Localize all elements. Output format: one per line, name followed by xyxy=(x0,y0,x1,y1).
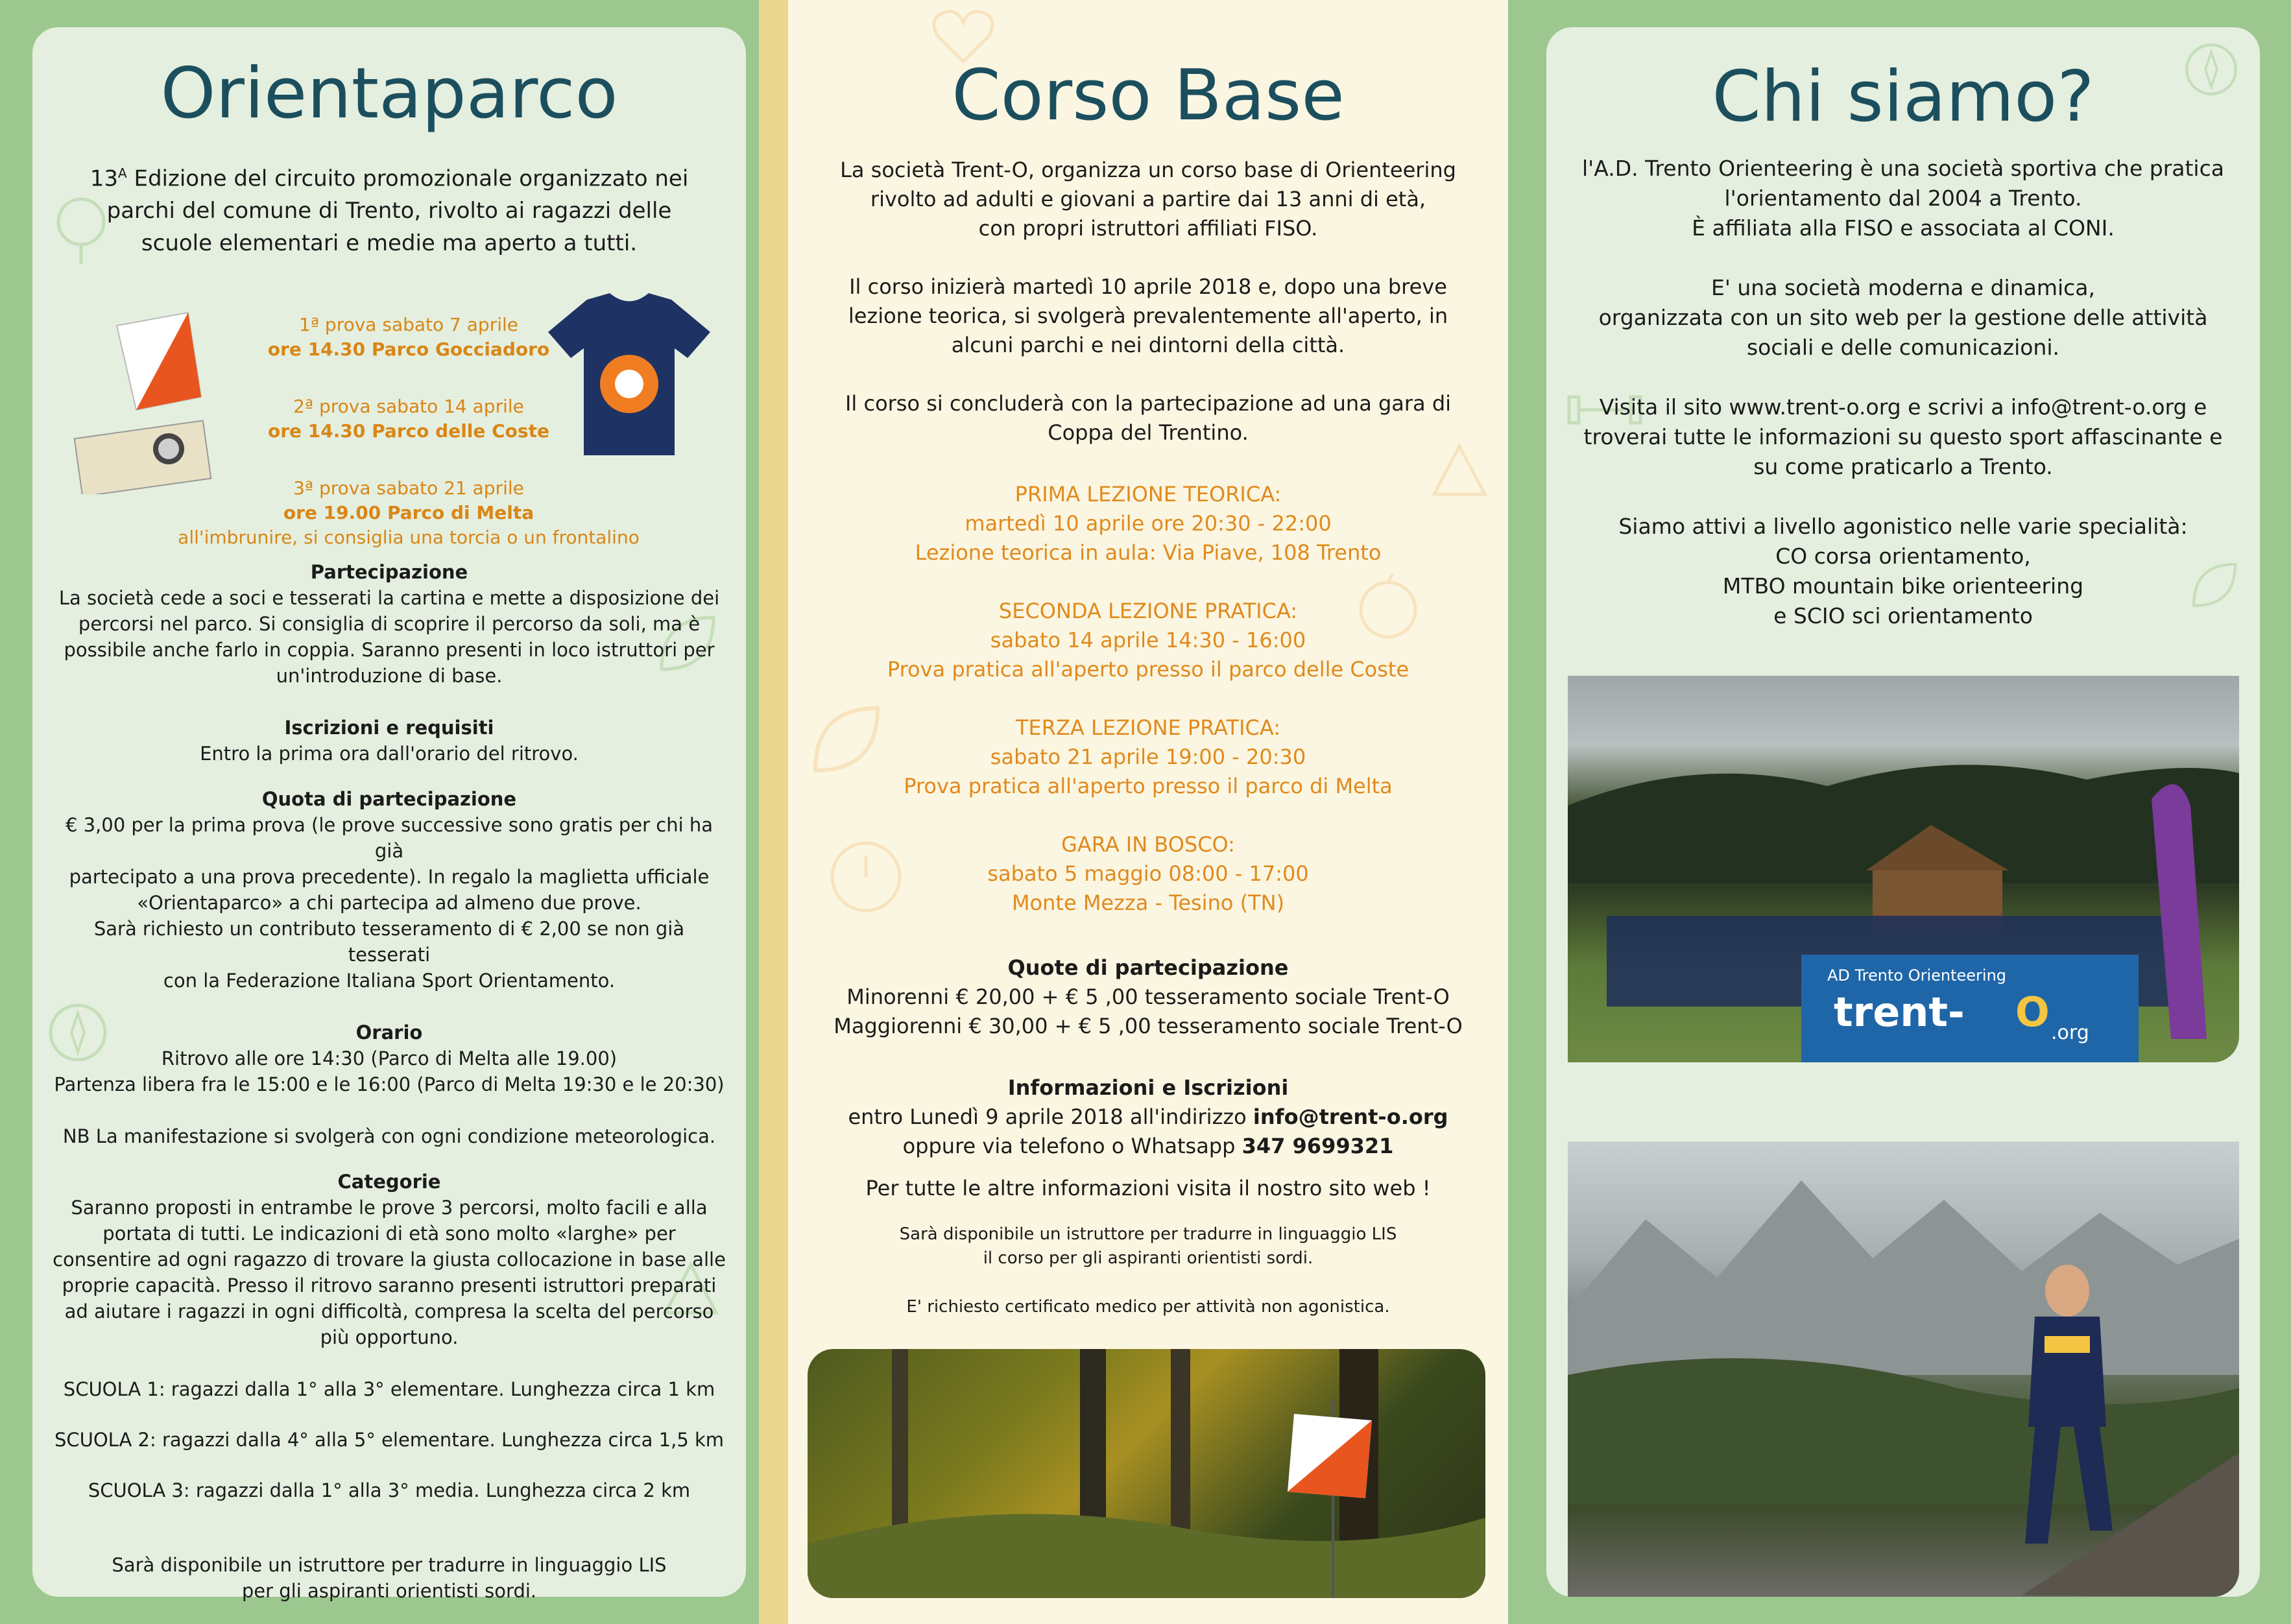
info-heading: Informazioni e Iscrizioni xyxy=(1007,1075,1289,1100)
body-line: ad aiutare i ragazzi in ogni difficoltà, compresa la scelta del percorso xyxy=(64,1300,714,1322)
body-line: La società cede a soci e tesserati la cartina e mette a disposizione dei xyxy=(58,587,720,609)
body-line: troverai tutte le informazioni su questo sport affascinante e xyxy=(1583,424,2223,449)
lezione-heading: GARA IN BOSCO: xyxy=(1061,832,1235,857)
orienteering-flag-illustration xyxy=(71,300,240,494)
body-line: MTBO mountain bike orienteering xyxy=(1722,573,2084,599)
orientaparco-panel xyxy=(32,27,746,1602)
body-line: più opportuno. xyxy=(320,1326,459,1348)
prova-2 xyxy=(227,394,590,444)
banner-org: .org xyxy=(2051,1021,2089,1044)
prova-3-date: 3ª prova sabato 21 aprile xyxy=(293,477,524,499)
section-heading: Categorie xyxy=(337,1171,441,1193)
lezione-when: sabato 14 aprile 14:30 - 16:00 xyxy=(990,628,1306,652)
corso-base-panel xyxy=(788,0,1508,1624)
body-line: alcuni parchi e nei dintorni della città. xyxy=(951,333,1345,357)
body-line: lezione teorica, si svolgerà prevalentemente all'aperto, in xyxy=(848,304,1448,328)
body-line: Partenza libera fra le 15:00 e le 16:00 (Parco di Melta 19:30 e le 20:30) xyxy=(54,1073,725,1095)
lis-block xyxy=(808,1223,1489,1319)
body-line: CO corsa orientamento, xyxy=(1775,543,2031,569)
section-heading: Iscrizioni e requisiti xyxy=(284,717,494,739)
info-line-2 xyxy=(808,1132,1489,1161)
intro-line-1: Edizione del circuito promozionale organizzato nei xyxy=(126,165,689,192)
prova-1-place: ore 14.30 Parco Gocciadoro xyxy=(267,339,550,360)
body-line: rivolto ad adulti e giovani a partire dai 13 anni di età, xyxy=(870,187,1426,211)
intro-line-2: parchi del comune di Trento, rivolto ai ragazzi delle xyxy=(106,198,672,224)
edition-number: 13 xyxy=(90,165,118,192)
quote-minorenni: Minorenni € 20,00 + € 5 ,00 tesseramento sociale Trent-O xyxy=(846,985,1450,1009)
section-orario xyxy=(52,1020,726,1149)
section-quota xyxy=(52,786,726,994)
lezione-when: sabato 21 aprile 19:00 - 20:30 xyxy=(990,745,1306,769)
mid-strip xyxy=(759,0,788,1624)
lis-line-1: Sarà disponibile un istruttore per tradurre in linguaggio LIS xyxy=(899,1224,1397,1244)
lezione-where: Lezione teorica in aula: Via Piave, 108 Trento xyxy=(915,540,1382,565)
info-text: entro Lunedì 9 aprile 2018 all'indirizzo xyxy=(848,1105,1253,1129)
lezioni-list xyxy=(808,480,1489,918)
intro-line xyxy=(52,157,726,195)
body-line: sociali e delle comunicazioni. xyxy=(1746,335,2059,360)
info-line-1 xyxy=(808,1103,1489,1132)
lezione-4 xyxy=(808,830,1489,918)
body-line: proprie capacità. Presso il ritrovo saranno presenti istruttori preparati xyxy=(62,1274,717,1296)
lezione-where: Prova pratica all'aperto presso il parco di Melta xyxy=(904,774,1393,798)
prova-3-note: all'imbrunire, si consiglia una torcia o un frontalino xyxy=(178,527,640,548)
section-partecipazione xyxy=(52,559,726,689)
lezione-where: Prova pratica all'aperto presso il parco delle Coste xyxy=(887,657,1409,682)
lezione-heading: PRIMA LEZIONE TEORICA: xyxy=(1014,482,1282,507)
team-photo xyxy=(1568,676,2239,1062)
body-line: con propri istruttori affiliati FISO. xyxy=(978,216,1318,241)
prova-1-date: 1ª prova sabato 7 aprile xyxy=(299,314,518,335)
forest-photo xyxy=(808,1349,1485,1598)
body-line: l'A.D. Trento Orienteering è una società sportiva che pratica xyxy=(1582,156,2224,181)
certificate-note: E' richiesto certificato medico per attività non agonistica. xyxy=(906,1297,1390,1317)
lis-line-2: per gli aspiranti orientisti sordi. xyxy=(241,1580,537,1602)
mountain-scene xyxy=(1568,1141,2239,1597)
prova-2-date: 2ª prova sabato 14 aprile xyxy=(293,396,524,417)
section-heading: Orario xyxy=(355,1021,423,1044)
forest-scene xyxy=(808,1349,1485,1598)
body-line: portata di tutti. Le indicazioni di età sono molto «larghe» per xyxy=(102,1223,676,1245)
info-email-link[interactable]: info@trent-o.org xyxy=(1253,1105,1448,1129)
body-line: Saranno proposti in entrambe le prove 3 percorsi, molto facili e alla xyxy=(71,1197,708,1219)
body-line: Siamo attivi a livello agonistico nelle varie specialità: xyxy=(1618,514,2188,539)
scuola-3: SCUOLA 3: ragazzi dalla 1° alla 3° media. Lunghezza circa 2 km xyxy=(88,1479,691,1501)
prova-3-place: ore 19.00 Parco di Melta xyxy=(283,502,534,523)
corso-description xyxy=(808,156,1489,448)
body-line xyxy=(52,1097,726,1123)
edition-sup: A xyxy=(117,165,127,181)
scuole-list xyxy=(52,1376,726,1503)
body-line: Ritrovo alle ore 14:30 (Parco di Melta alle 19.00) xyxy=(161,1047,618,1069)
prova-3 xyxy=(178,476,640,550)
body-line: consentire ad ogni ragazzo di trovare la giusta collocazione in base alle xyxy=(53,1248,726,1271)
body-line: un'introduzione di base. xyxy=(276,665,503,687)
page-title: Orientaparco xyxy=(160,53,618,134)
body-line: su come praticarlo a Trento. xyxy=(1753,454,2053,479)
intro-line-3: scuole elementari e medie ma aperto a tutti. xyxy=(141,230,638,257)
body-line: Il corso inizierà martedì 10 aprile 2018 e, dopo una breve xyxy=(849,274,1447,299)
orientaparco-details xyxy=(52,559,726,1604)
prova-2-place: ore 14.30 Parco delle Coste xyxy=(268,420,549,442)
chi-siamo-panel xyxy=(1546,27,2260,1597)
prova-1 xyxy=(227,313,590,362)
page-title: Corso Base xyxy=(952,55,1345,136)
body-line: l'orientamento dal 2004 a Trento. xyxy=(1724,185,2082,211)
quote-maggiorenni: Maggiorenni € 30,00 + € 5 ,00 tesseramento sociale Trent-O xyxy=(834,1014,1463,1038)
body-line: La società Trent-O, organizza un corso base di Orienteering xyxy=(840,158,1456,182)
body-line: e SCIO sci orientamento xyxy=(1773,603,2033,628)
body-line: possibile anche farlo in coppia. Saranno presenti in loco istruttori per xyxy=(64,639,715,661)
mountain-runner-photo xyxy=(1568,1141,2239,1597)
body-line: È affiliata alla FISO e associata al CONI. xyxy=(1692,215,2115,241)
lezione-when: sabato 5 maggio 08:00 - 17:00 xyxy=(987,861,1309,886)
quote-block xyxy=(808,953,1489,1041)
chi-siamo-text xyxy=(1566,154,2240,631)
banner-text-top: AD Trento Orienteering xyxy=(1827,966,2007,985)
team-scene xyxy=(1568,676,2239,1062)
body-line: Coppa del Trentino. xyxy=(1048,420,1249,445)
scuola-1: SCUOLA 1: ragazzi dalla 1° alla 3° elementare. Lunghezza circa 1 km xyxy=(63,1378,715,1400)
body-line: «Orientaparco» a chi partecipa ad almeno due prove. xyxy=(137,892,642,914)
lezione-heading: SECONDA LEZIONE PRATICA: xyxy=(998,599,1298,623)
banner-logo-o: O xyxy=(2015,988,2050,1036)
body-line: Entro la prima ora dall'orario del ritrovo. xyxy=(200,743,579,765)
lezione-when: martedì 10 aprile ore 20:30 - 22:00 xyxy=(965,511,1332,536)
body-line: con la Federazione Italiana Sport Orientamento. xyxy=(163,970,616,992)
prove-list xyxy=(178,313,640,550)
lezione-1 xyxy=(808,480,1489,567)
body-line: € 3,00 per la prima prova (le prove successive sono gratis per chi ha già xyxy=(65,814,714,862)
website-note: Per tutte le altre informazioni visita il nostro sito web ! xyxy=(865,1176,1431,1200)
lezione-heading: TERZA LEZIONE PRATICA: xyxy=(1016,715,1280,740)
quote-heading: Quote di partecipazione xyxy=(1007,955,1289,980)
lezione-where: Monte Mezza - Tesino (TN) xyxy=(1011,890,1285,915)
body-line: percorsi nel parco. Si consiglia di scoprire il percorso da soli, ma è xyxy=(78,613,701,635)
info-phone: 347 9699321 xyxy=(1241,1134,1394,1158)
body-line: Visita il sito www.trent-o.org e scrivi a info@trent-o.org e xyxy=(1599,394,2207,420)
info-block xyxy=(808,1073,1489,1203)
body-line: partecipato a una prova precedente). In regalo la maglietta ufficiale xyxy=(69,866,710,888)
body-line: NB La manifestazione si svolgerà con ogni condizione meteorologica. xyxy=(62,1125,716,1147)
section-heading: Quota di partecipazione xyxy=(261,788,517,810)
lis-line-2: il corso per gli aspiranti orientisti sordi. xyxy=(983,1248,1313,1268)
info-text: oppure via telefono o Whatsapp xyxy=(902,1134,1242,1158)
body-line: E' una società moderna e dinamica, xyxy=(1710,275,2096,300)
body-line: Sarà richiesto un contributo tesseramento di € 2,00 se non già tesserati xyxy=(93,918,685,966)
intro-text xyxy=(52,157,726,259)
section-categorie xyxy=(52,1169,726,1350)
lezione-2 xyxy=(808,597,1489,684)
body-line: Il corso si concluderà con la partecipazione ad una gara di xyxy=(845,391,1452,416)
section-iscrizioni xyxy=(52,715,726,767)
lis-note xyxy=(52,1552,726,1604)
page-title: Chi siamo? xyxy=(1712,56,2094,137)
lis-line-1: Sarà disponibile un istruttore per tradurre in linguaggio LIS xyxy=(112,1554,667,1576)
section-heading: Partecipazione xyxy=(310,561,468,583)
scuola-2: SCUOLA 2: ragazzi dalla 4° alla 5° elementare. Lunghezza circa 1,5 km xyxy=(54,1429,725,1451)
lezione-3 xyxy=(808,713,1489,801)
banner-logo-text: trent- xyxy=(1834,988,1965,1036)
body-line: organizzata con un sito web per la gestione delle attività xyxy=(1598,305,2208,330)
